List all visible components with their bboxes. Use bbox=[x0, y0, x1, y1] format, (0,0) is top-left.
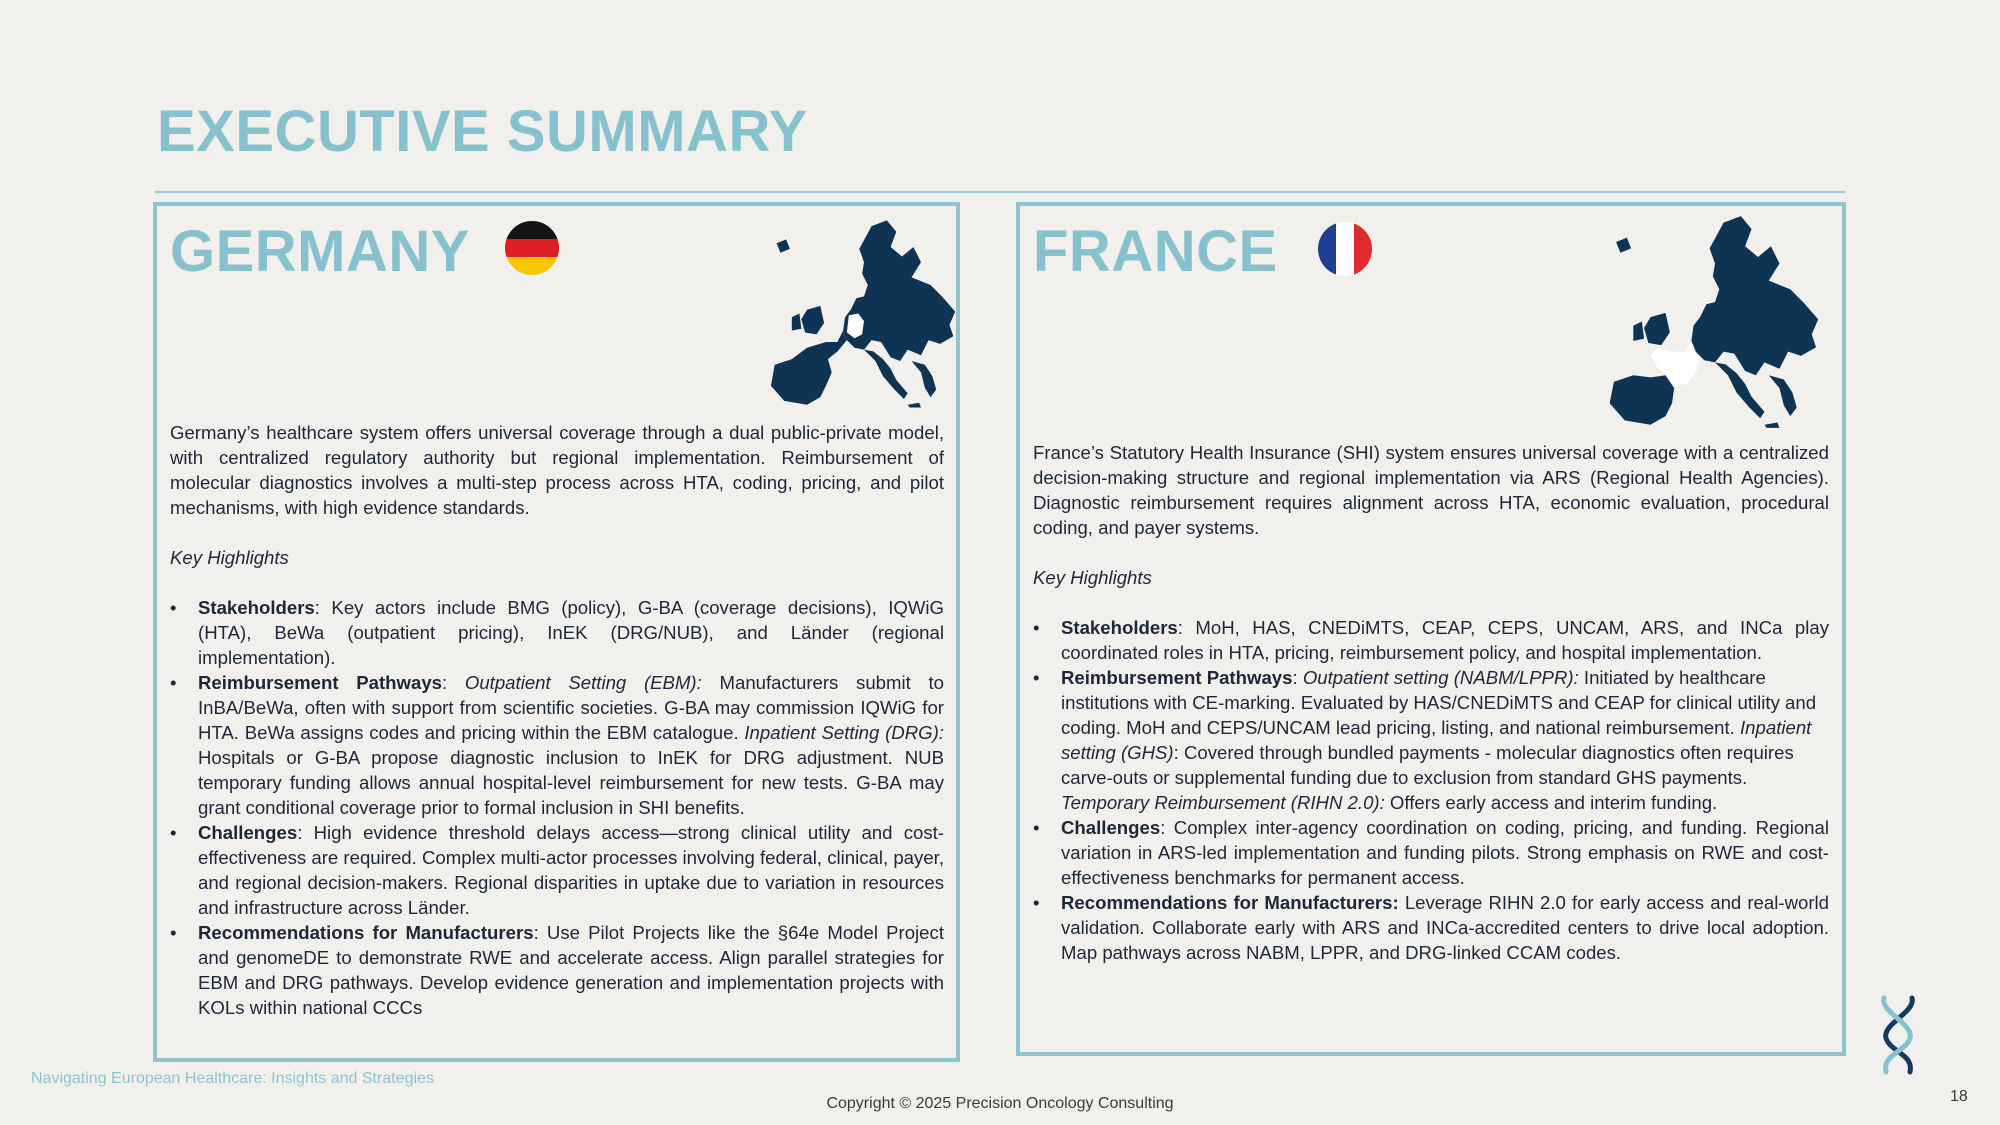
germany-highlights-list bbox=[170, 595, 944, 1020]
france-flag-icon bbox=[1318, 222, 1372, 276]
footer-copyright: Copyright © 2025 Precision Oncology Consulting bbox=[826, 1095, 1174, 1112]
germany-panel bbox=[153, 202, 960, 1062]
france-key-highlights-heading: Key Highlights bbox=[1033, 567, 1152, 588]
list-item: • Stakeholders: MoH, HAS, CNEDiMTS, CEAP, CEPS, UNCAM, ARS, and INCa play coordinated roles in HTA, pricing, reimbursement policy, and hospital implementation. bbox=[1033, 615, 1829, 665]
dna-helix-logo-icon bbox=[1872, 994, 1924, 1076]
france-heading: FRANCE bbox=[1033, 219, 1278, 284]
germany-heading: GERMANY bbox=[170, 219, 470, 284]
france-intro: France’s Statutory Health Insurance (SHI) system ensures universal coverage with a centralized decision-making structure and regional implementation via ARS (Regional Health Agencies). Diagnostic reimbursement requires alignment across HTA, economic evaluation, procedural coding, and payer systems. bbox=[1033, 442, 1829, 538]
page-title: EXECUTIVE SUMMARY bbox=[157, 99, 808, 164]
germany-intro: Germany’s healthcare system offers universal coverage through a dual public-private model, with centralized regulatory authority but regional implementation. Reimbursement of molecular diagnostics involves a multi-step process across HTA, coding, pricing, and pilot mechanisms, with high evidence standards. bbox=[170, 422, 944, 518]
footer-presentation-title: Navigating European Healthcare: Insights and Strategies bbox=[31, 1070, 434, 1087]
list-item: • Challenges: High evidence threshold delays access—strong clinical utility and cost-effectiveness are required. Complex multi-actor processes involving federal, clinical, payer, and regional decision-makers. Regional disparities in uptake due to variation in resources and infrastructure across Länder. bbox=[170, 820, 944, 920]
france-body bbox=[1033, 440, 1829, 965]
germany-key-highlights-heading: Key Highlights bbox=[170, 547, 289, 568]
europe-map-france-highlighted-icon bbox=[1605, 214, 1825, 429]
title-divider bbox=[155, 191, 1845, 193]
list-item: • Reimbursement Pathways: Outpatient setting (NABM/LPPR): Initiated by healthcare institutions with CE-marking. Evaluated by HAS/CNEDiMTS and CEAP for clinical utility and coding. MoH and CEPS/UNCAM lead pricing, listing, and national reimbursement. Inpatient setting (GHS): Covered through bundled payments - molecular diagnostics often requires carve-outs or supplemental funding due to exclusion from standard GHS payments. Temporary Reimbursement (RIHN 2.0): Offers early access and interim funding. bbox=[1033, 665, 1829, 815]
list-item: • Challenges: Complex inter-agency coordination on coding, pricing, and funding. Regional variation in ARS-led implementation and funding pilots. Strong emphasis on RWE and cost-effectiveness benchmarks for permanent access. bbox=[1033, 815, 1829, 890]
list-item: • Stakeholders: Key actors include BMG (policy), G-BA (coverage decisions), IQWiG (HTA), BeWa (outpatient pricing), InEK (DRG/NUB), and Länder (regional implementation). bbox=[170, 595, 944, 670]
germany-flag-icon bbox=[505, 221, 559, 275]
list-item: • Recommendations for Manufacturers: Use Pilot Projects like the §64e Model Project and genomeDE to demonstrate RWE and accelerate access. Align parallel strategies for EBM and DRG pathways. Develop evidence generation and implementation projects with KOLs within national CCCs bbox=[170, 920, 944, 1020]
france-panel bbox=[1016, 202, 1846, 1056]
list-item: • Reimbursement Pathways: Outpatient Setting (EBM): Manufacturers submit to InBA/BeWa, often with support from scientific societies. G-BA may commission IQWiG for HTA. BeWa assigns codes and pricing within the EBM catalogue. Inpatient Setting (DRG): Hospitals or G-BA propose diagnostic inclusion to InEK for DRG adjustment. NUB temporary funding allows annual hospital-level reimbursement for new tests. G-BA may grant conditional coverage prior to formal inclusion in SHI benefits. bbox=[170, 670, 944, 820]
europe-map-germany-highlighted-icon bbox=[769, 216, 959, 411]
page-number: 18 bbox=[1950, 1088, 1968, 1105]
germany-body bbox=[170, 420, 944, 1020]
list-item: • Recommendations for Manufacturers: Leverage RIHN 2.0 for early access and real-world validation. Collaborate early with ARS and INCa-accredited centers to drive local adoption. Map pathways across NABM, LPPR, and DRG-linked CCAM codes. bbox=[1033, 890, 1829, 965]
france-highlights-list bbox=[1033, 615, 1829, 965]
